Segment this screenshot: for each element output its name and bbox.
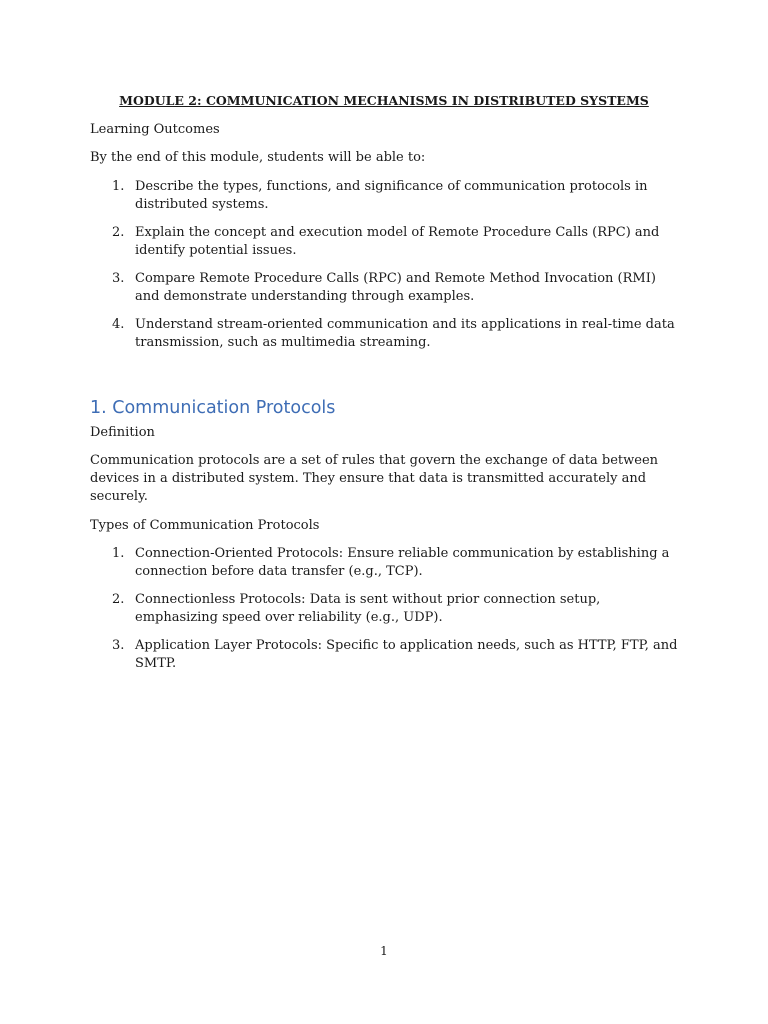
list-item (90, 545, 680, 581)
list-item (90, 270, 680, 306)
list-item-text: Connection-Oriented Protocols: Ensure reliable communication by establishing a connection before data transfer (e.g., TCP). (135, 546, 670, 579)
list-number: 1. (112, 179, 125, 194)
list-item (90, 316, 680, 352)
list-item-text: Application Layer Protocols: Specific to application needs, such as HTTP, FTP, and SMTP. (135, 638, 678, 671)
list-number: 2. (112, 225, 125, 240)
list-item-text: Explain the concept and execution model of Remote Procedure Calls (RPC) and identify potential issues. (135, 225, 660, 258)
types-label: Types of Communication Protocols (90, 518, 320, 533)
section-heading: 1. Communication Protocols (90, 398, 336, 418)
protocol-types-list (90, 545, 680, 683)
learning-outcomes-label: Learning Outcomes (90, 122, 220, 137)
list-item-text: Compare Remote Procedure Calls (RPC) and Remote Method Invocation (RMI) and demonstrate understanding through examples. (135, 271, 656, 304)
outcomes-list (90, 178, 680, 362)
list-item-text: Describe the types, functions, and significance of communication protocols in distributed systems. (135, 179, 648, 212)
page-number: 1 (380, 944, 388, 958)
list-number: 3. (112, 638, 125, 653)
list-item (90, 591, 680, 627)
list-number: 4. (112, 317, 125, 332)
module-title: MODULE 2: COMMUNICATION MECHANISMS IN DISTRIBUTED SYSTEMS (119, 93, 649, 108)
list-item (90, 178, 680, 214)
list-item-text: Understand stream-oriented communication and its applications in real-time data transmission, such as multimedia streaming. (135, 317, 675, 350)
definition-label: Definition (90, 425, 155, 440)
list-number: 2. (112, 592, 125, 607)
definition-text: Communication protocols are a set of rules that govern the exchange of data between devices in a distributed system. They ensure that data is transmitted accurately and securely. (90, 453, 659, 504)
list-number: 1. (112, 546, 125, 561)
list-item (90, 224, 680, 260)
list-number: 3. (112, 271, 125, 286)
list-item-text: Connectionless Protocols: Data is sent without prior connection setup, emphasizing speed over reliability (e.g., UDP). (135, 592, 601, 625)
intro-text: By the end of this module, students will be able to: (90, 150, 426, 165)
list-item (90, 637, 680, 673)
